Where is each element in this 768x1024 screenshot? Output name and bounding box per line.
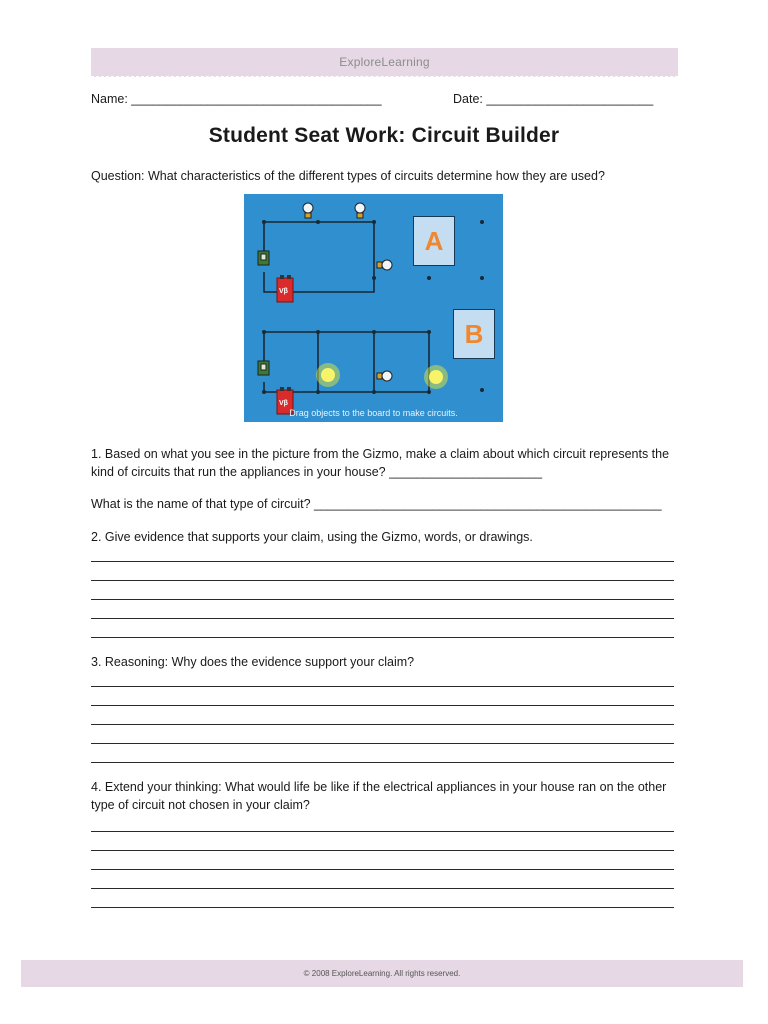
circuit-b-wires	[264, 332, 429, 392]
answer-line[interactable]	[91, 762, 674, 763]
switch-a	[258, 251, 269, 265]
answer-line[interactable]	[91, 561, 674, 562]
answer-line[interactable]	[91, 907, 674, 908]
question-3: 3. Reasoning: Why does the evidence support your claim?	[91, 655, 415, 669]
question-1-followup[interactable]: What is the name of that type of circuit? __________________________________________________	[91, 497, 662, 511]
answer-line[interactable]	[91, 743, 674, 744]
question-4: 4. Extend your thinking: What would life be like if the electrical appliances in your house ran on the other type of circuit not chosen in your claim?	[91, 780, 667, 812]
date-field[interactable]: Date: ________________________	[453, 92, 654, 106]
answer-line[interactable]	[91, 831, 674, 832]
lit-bulb-b3	[424, 365, 448, 389]
lit-bulb-b1	[316, 363, 340, 387]
answer-line[interactable]	[91, 869, 674, 870]
circuit-b-label: B	[453, 309, 495, 359]
answer-line[interactable]	[91, 599, 674, 600]
bulb-a2	[355, 203, 365, 218]
question-text: Question: What characteristics of the different types of circuits determine how they are used?	[91, 169, 605, 183]
question-1: 1. Based on what you see in the picture from the Gizmo, make a claim about which circuit represents the kind of circuits that run the appliances in your house? ______________________	[91, 447, 670, 479]
battery-b-label: Vβ	[279, 400, 288, 407]
board-caption: Drag objects to the board to make circuits.	[289, 408, 458, 418]
answer-line[interactable]	[91, 637, 674, 638]
bulb-a1	[303, 203, 313, 218]
name-field[interactable]: Name: ____________________________________	[91, 92, 382, 106]
bulb-a3	[377, 260, 392, 270]
circuit-diagram	[244, 194, 503, 422]
copyright-text: © 2008 ExploreLearning. All rights reserved.	[303, 969, 461, 978]
brand-logo: ExploreLearning	[339, 55, 430, 69]
page-title: Student Seat Work: Circuit Builder	[208, 124, 560, 147]
answer-line[interactable]	[91, 705, 674, 706]
answer-line[interactable]	[91, 850, 674, 851]
answer-line[interactable]	[91, 580, 674, 581]
answer-line[interactable]	[91, 724, 674, 725]
circuit-figure	[244, 194, 503, 422]
circuit-a-label: A	[413, 216, 455, 266]
answer-line[interactable]	[91, 888, 674, 889]
switch-b	[258, 361, 269, 375]
battery-a-label: Vβ	[279, 288, 288, 295]
unlit-bulb-b2	[377, 371, 392, 381]
question-2: 2. Give evidence that supports your claim, using the Gizmo, words, or drawings.	[91, 530, 533, 544]
header-band	[91, 48, 678, 77]
footer-band	[21, 960, 743, 987]
answer-line[interactable]	[91, 686, 674, 687]
answer-line[interactable]	[91, 618, 674, 619]
